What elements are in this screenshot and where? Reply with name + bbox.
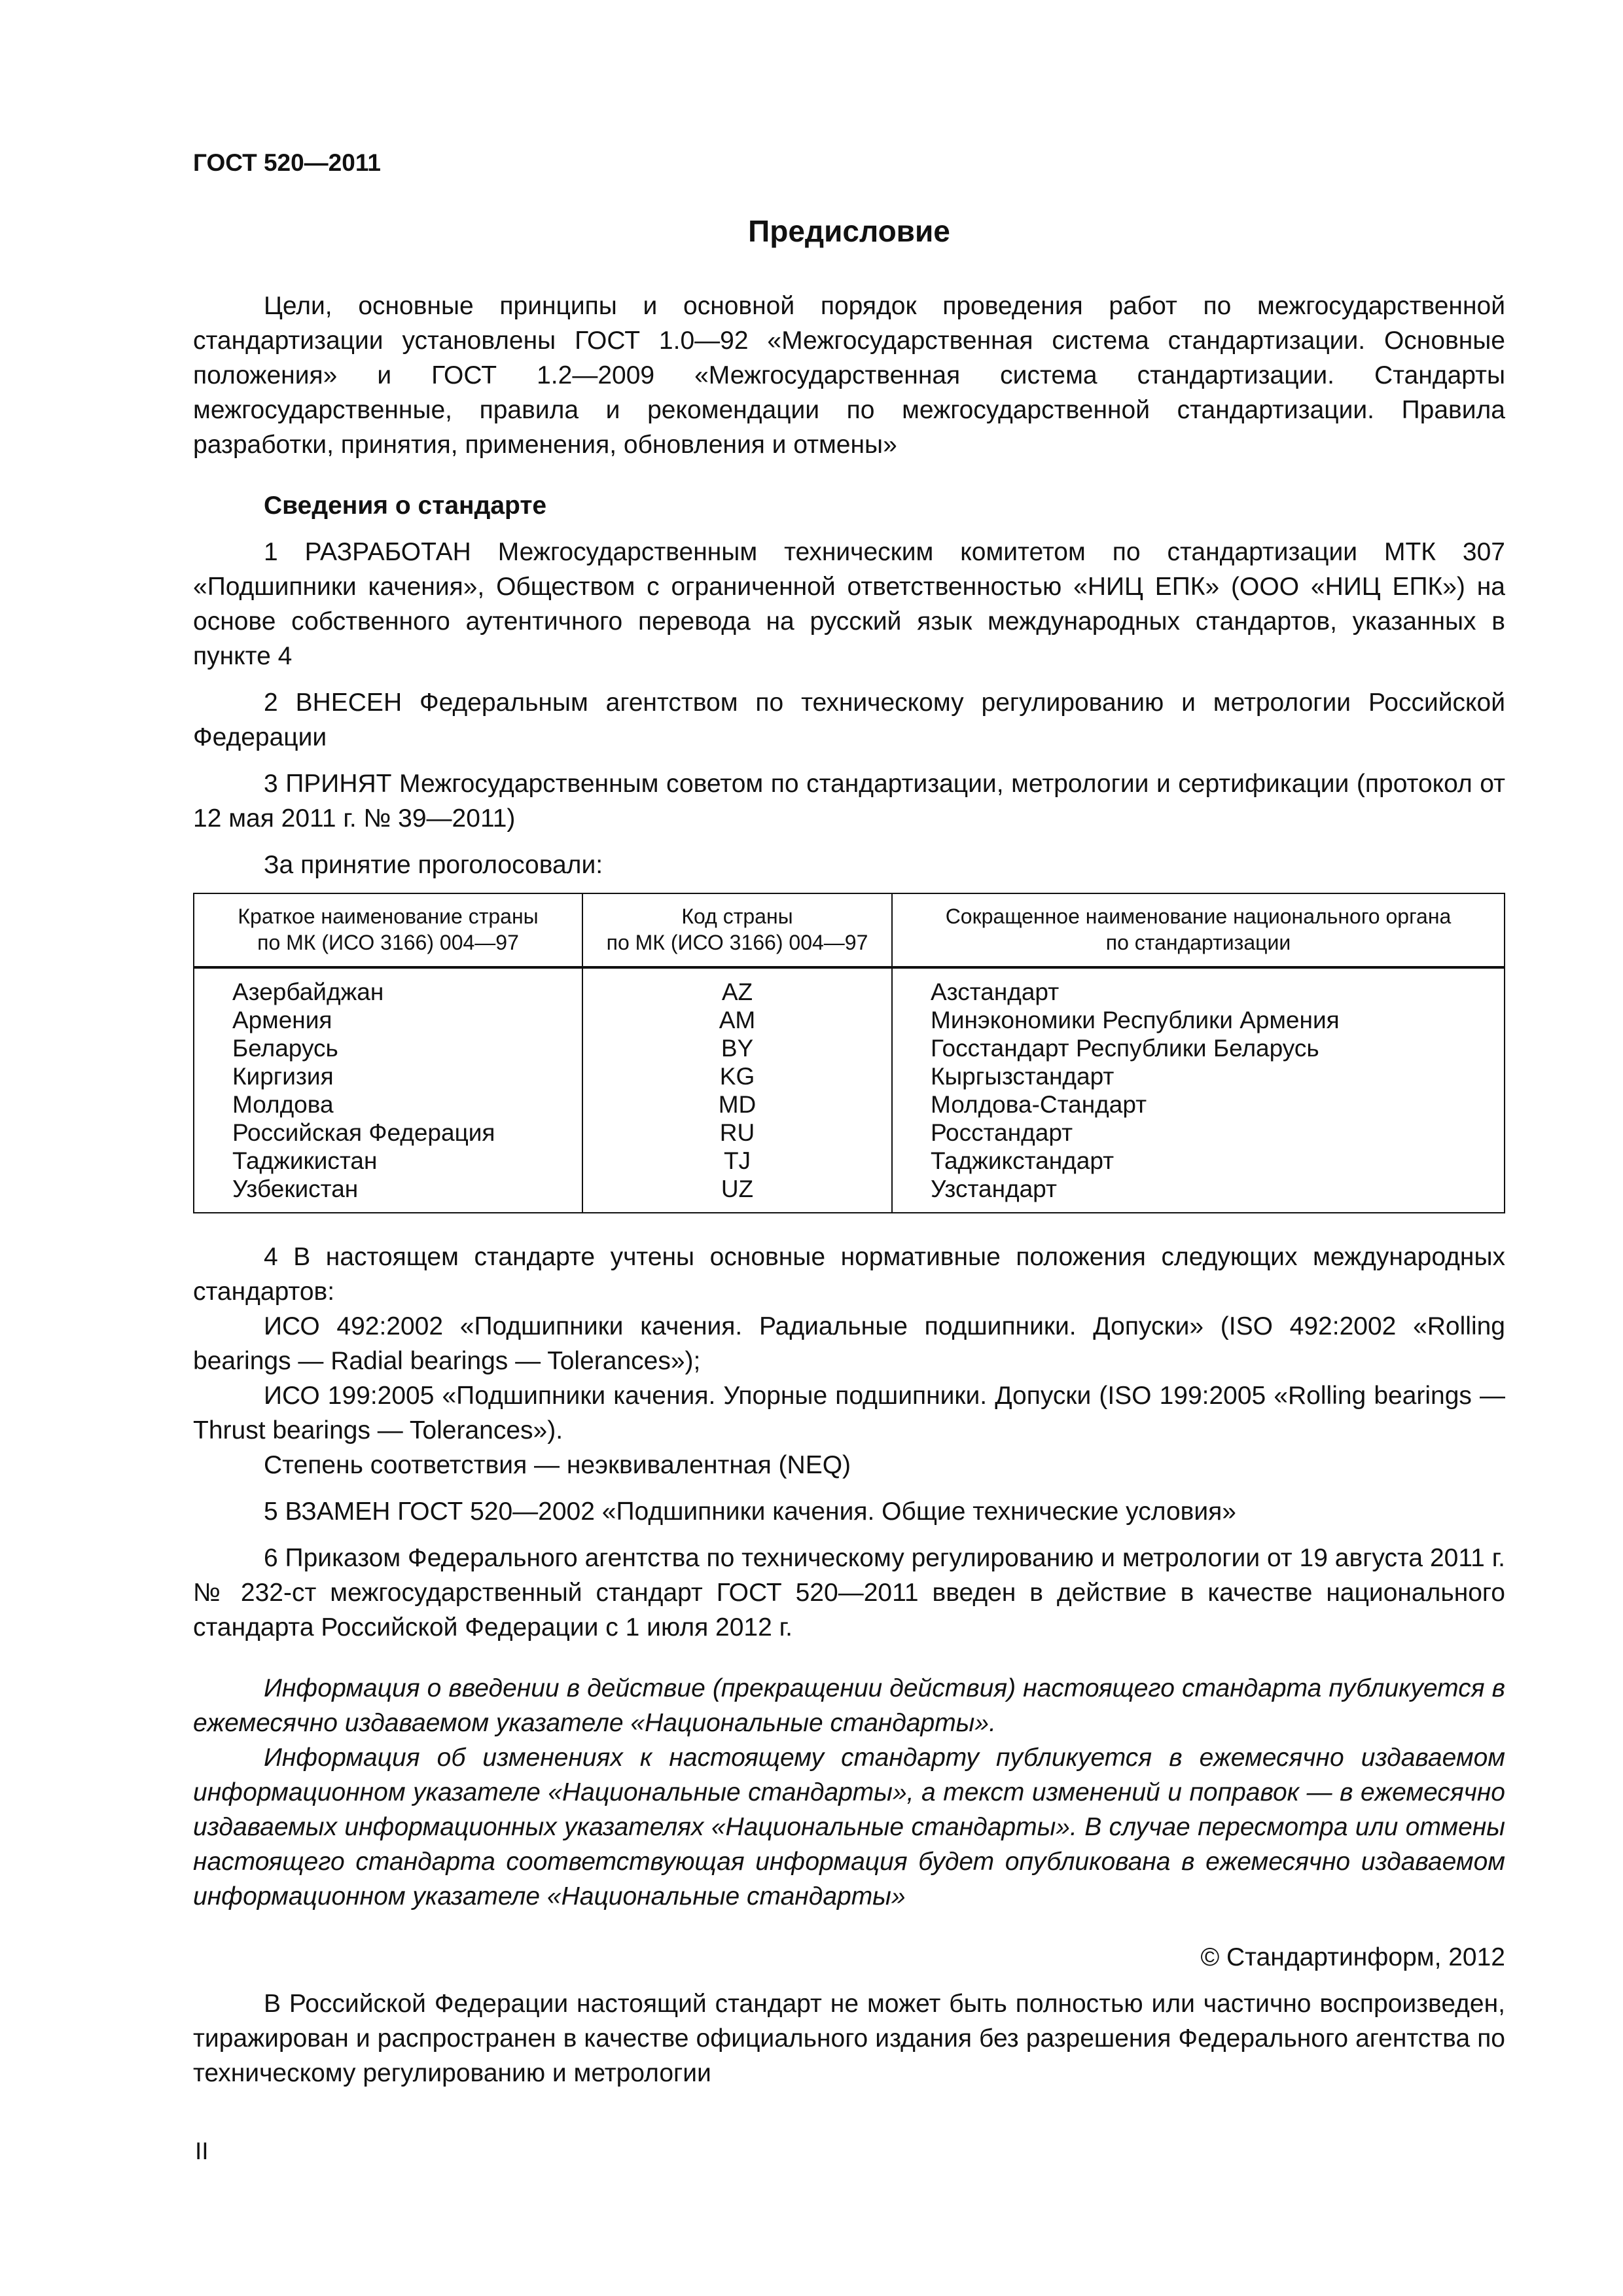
table-cell-country: Киргизия	[232, 1063, 334, 1090]
item-5-replaces: 5 ВЗАМЕН ГОСТ 520—2002 «Подшипники качения. Общие технические условия»	[264, 1498, 1236, 1526]
rights-notice: В Российской Федерации настоящий стандарт не может быть полностью или частично воспроизведен, тиражирован и распространен в качестве официального издания без разрешения Федерального агентства по техническому регулированию и метрологии	[193, 1990, 1505, 2087]
document-page	[193, 147, 1505, 2090]
table-cell-code: MD	[718, 1091, 757, 1118]
table-cell-code: AZ	[721, 978, 753, 1005]
table-cell-code: RU	[719, 1119, 755, 1146]
country-column	[194, 967, 582, 1213]
notice-introduction: Информация о введении в действие (прекращении действия) настоящего стандарта публикуется в ежемесячно издаваемом указателе «Национальные стандарты».	[193, 1674, 1505, 1737]
table-cell-code: AM	[719, 1007, 756, 1033]
table-cell-country: Российская Федерация	[232, 1119, 495, 1146]
table-cell-country: Азербайджан	[232, 978, 384, 1005]
table-header-row	[194, 893, 1505, 967]
item-1-developed: 1 РАЗРАБОТАН Межгосударственным техническим комитетом по стандартизации МТК 307 «Подшипники качения», Обществом с ограниченной ответственностью «НИЦ ЕПК» (ООО «НИЦ ЕПК») на основе собственного аутентичного перевода на русский язык международных стандартов, указанных в пункте 4	[193, 538, 1505, 670]
vote-label: За принятие проголосовали:	[264, 851, 603, 879]
table-cell-org: Таджикстандарт	[931, 1147, 1115, 1174]
item-2-introduced: 2 ВНЕСЕН Федеральным агентством по техническому регулированию и метрологии Российской Федерации	[193, 689, 1505, 751]
item-4-iso-199: ИСО 199:2005 «Подшипники качения. Упорные подшипники. Допуски (ISO 199:2005 «Rolling bearings — Thrust bearings — Tolerances»).	[193, 1382, 1505, 1444]
table-cell-org: Кыргызстандарт	[931, 1063, 1115, 1090]
org-column	[892, 967, 1505, 1213]
table-cell-code: BY	[721, 1035, 754, 1062]
info-heading: Сведения о стандарте	[264, 492, 547, 520]
table-cell-country: Беларусь	[232, 1035, 338, 1062]
intro-paragraph: Цели, основные принципы и основной порядок проведения работ по межгосударственной стандартизации установлены ГОСТ 1.0—92 «Межгосударственная система стандартизации. Основные положения» и ГОСТ 1.2—2009 «Межгосударственная система стандартизации. Стандарты межгосударственные, правила и рекомендации по межгосударственной стандартизации. Правила разработки, принятия, применения, обновления и отмены»	[193, 292, 1505, 459]
table-cell-country: Таджикистан	[232, 1147, 378, 1174]
table-cell-org: Молдова-Стандарт	[931, 1091, 1147, 1118]
table-cell-code: TJ	[723, 1147, 751, 1174]
notice-changes: Информация об изменениях к настоящему стандарту публикуется в ежемесячно издаваемом информационном указателе «Национальные стандарты», а текст изменений и поправок — в ежемесячно издаваемых информационных указателях «Национальные стандарты». В случае пересмотра или отмены настоящего стандарта соответствующая информация будет опубликована в ежемесячно издаваемом информационном указателе «Национальные стандарты»	[193, 1744, 1505, 1910]
item-3-adopted: 3 ПРИНЯТ Межгосударственным советом по стандартизации, метрологии и сертификации (протокол от 12 мая 2011 г. № 39—2011)	[193, 770, 1505, 833]
table-cell-country: Узбекистан	[232, 1175, 359, 1202]
item-4-degree: Степень соответствия — неэквивалентная (NEQ)	[264, 1451, 851, 1479]
code-column	[582, 967, 892, 1213]
table-cell-org: Минэкономики Республики Армения	[931, 1007, 1340, 1033]
table-cell-org: Азстандарт	[931, 978, 1060, 1005]
header-country: Краткое наименование страны по МК (ИСО 3166) 004—97	[194, 893, 582, 967]
copyright-line: © Стандартинформ, 2012	[1200, 1943, 1505, 1971]
table-cell-code: KG	[719, 1063, 755, 1090]
document-code: ГОСТ 520—2011	[193, 149, 381, 176]
header-org: Сокращенное наименование национального органа по стандартизации	[892, 893, 1505, 967]
page-number: II	[195, 2138, 209, 2164]
page-title: Предисловие	[748, 214, 950, 248]
table-cell-country: Молдова	[232, 1091, 334, 1118]
voting-table	[193, 893, 1505, 1213]
table-cell-country: Армения	[232, 1007, 332, 1033]
table-body	[194, 967, 1505, 1213]
table-cell-org: Госстандарт Республики Беларусь	[931, 1035, 1319, 1062]
item-4-iso-492: ИСО 492:2002 «Подшипники качения. Радиальные подшипники. Допуски» (ISO 492:2002 «Rolling bearings — Radial bearings — Tolerances»);	[193, 1312, 1505, 1375]
header-code: Код страны по МК (ИСО 3166) 004—97	[582, 893, 892, 967]
table-cell-org: Росстандарт	[931, 1119, 1073, 1146]
table-cell-org: Узстандарт	[931, 1175, 1057, 1202]
item-4-intro: 4 В настоящем стандарте учтены основные нормативные положения следующих международных стандартов:	[193, 1243, 1505, 1306]
table-cell-code: UZ	[721, 1175, 754, 1202]
item-6-order: 6 Приказом Федерального агентства по техническому регулированию и метрологии от 19 августа 2011 г. № 232-ст межгосударственный стандарт ГОСТ 520—2011 введен в действие в качестве национального стандарта Российской Федерации с 1 июля 2012 г.	[193, 1544, 1505, 1641]
